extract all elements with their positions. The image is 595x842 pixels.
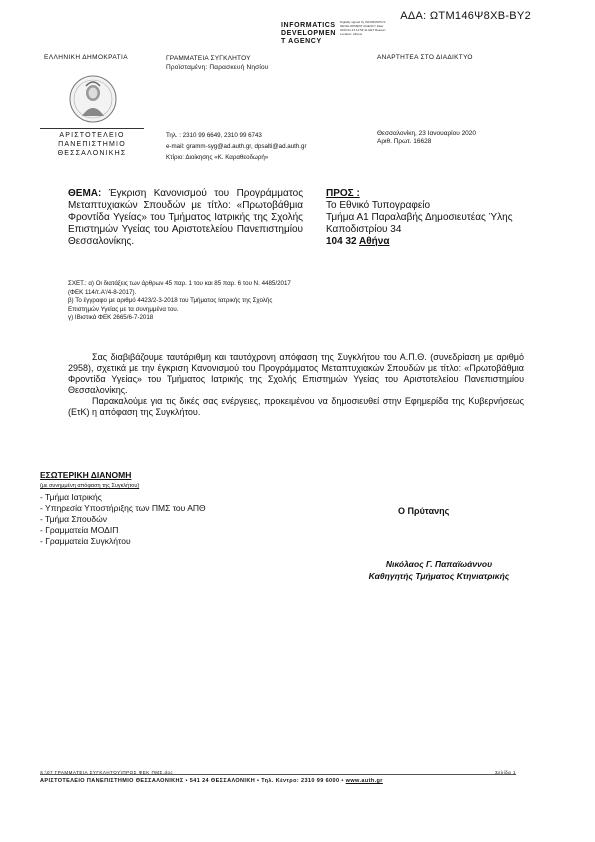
university-line: ΘΕΣΣΑΛΟΝΙΚΗΣ — [57, 150, 127, 157]
reference-item: β) Το έγγραφο με αριθμό 4423/2-3-2018 του Τμήματος Ιατρικής της Σχολής Επιστημών Υγείας με τα συνημμένα του. — [68, 297, 273, 313]
recipient-line: Το Εθνικό Τυπογραφείο — [326, 200, 431, 211]
reference-item: ΣΧΕΤ.: α) Οι διατάξεις των άρθρων 45 παρ. 1 του και 85 παρ. 6 του Ν. 4485/2017 (ΦΕΚ 114/τ.Α'/4-8-2017). — [68, 280, 291, 296]
agency-line: DEVELOPMEN — [281, 30, 337, 37]
letter-body — [68, 352, 524, 418]
body-paragraph: Παρακαλούμε για τις δικές σας ενέργειες, προκειμένου να δημοσιευθεί στην Εφημερίδα της Κυβερνήσεως (ΕτΚ) η απόφαση της Συγκλήτου. — [68, 396, 524, 417]
body-paragraph: Σας διαβιβάζουμε ταυτάριθμη και ταυτόχρονη απόφαση της Συγκλήτου του Α.Π.Θ. (συνεδρίαση με αριθμό 2958), σχετικά με την έγκριση Κανονισμού του Προγράμματος Μεταπτυχιακών Σπουδών με τίτλο: «Πρωτοβάθμια Φροντίδα Υγείας» του Τμήματος Ιατρικής της Σχολής Επιστημών Υγείας του Αριστοτελείου Πανεπιστημίου Θεσσαλονίκης. — [68, 352, 524, 395]
distribution-subtitle: (με συνημμένη απόφαση της Συγκλήτου) — [40, 483, 140, 489]
university-name — [40, 128, 144, 158]
internal-distribution — [40, 470, 206, 547]
recipient-line: Καποδιστρίου 34 — [326, 224, 402, 235]
email: e-mail: gramm-syg@ad.auth.gr, dpsalti@ad.auth.gr — [166, 143, 307, 150]
ada-code: ΑΔΑ: ΩΤΜ146Ψ8ΧΒ-ΒΥ2 — [400, 10, 531, 22]
distribution-item: - Γραμματεία ΜΟΔΙΠ — [40, 525, 119, 535]
department-head: Προϊσταμένη: Παρασκευή Νησίου — [166, 64, 269, 71]
recipient-address — [326, 236, 513, 248]
signature-block — [339, 558, 539, 582]
agency-stamp — [281, 22, 336, 46]
footer-divider — [40, 774, 516, 775]
digital-signature-note: Digitally signed by INFORMATICS DEVELOPMENT AGENCY Date: 2020.01.23 14:53:41 EET Reason: Location: Athens — [340, 20, 387, 36]
country-label: ΕΛΛΗΝΙΚΗ ΔΗΜΟΚΡΑΤΙΑ — [44, 54, 128, 61]
signatory-role: Ο Πρύτανης — [398, 506, 450, 516]
document-date: Θεσσαλονίκη, 23 Ιανουαρίου 2020 — [377, 130, 477, 137]
university-line: ΑΡΙΣΤΟΤΕΛΕΙΟ — [59, 132, 125, 139]
footer-address — [40, 778, 516, 784]
signatory-name: Νικόλαος Γ. Παπαϊωάννου — [385, 559, 493, 569]
footer-page: Σελίδα 1 — [495, 770, 516, 775]
building: Κτίριο: Διοίκησης «Κ. Καραθεοδωρή» — [166, 154, 269, 161]
distribution-title: ΕΣΩΤΕΡΙΚΗ ΔΙΑΝΟΜΗ — [40, 470, 132, 480]
distribution-item: - Τμήμα Ιατρικής — [40, 492, 102, 502]
agency-line: INFORMATICS — [281, 22, 336, 29]
protocol-number: Αριθ. Πρωτ. 16628 — [377, 138, 432, 145]
subject-label: ΘΕΜΑ: — [68, 188, 102, 199]
signatory-title: Καθηγητής Τμήματος Κτηνιατρικής — [368, 571, 510, 581]
department-label: ΓΡΑΜΜΑΤΕΙΑ ΣΥΓΚΛΗΤΟΥ — [166, 55, 251, 62]
references — [68, 280, 303, 323]
contact-block — [166, 130, 307, 163]
distribution-item: - Τμήμα Σπουδών — [40, 514, 107, 524]
recipient — [326, 188, 513, 248]
city: Αθήνα — [359, 236, 390, 247]
footer-path: S:\07 ΓΡΑΜΜΑΤΕΙΑ ΣΥΓΚΛΗΤΟΥ\ΠΡΟΣ ΦΕΚ ΠΜΣ.doc — [40, 770, 174, 775]
recipient-label: ΠΡΟΣ : — [326, 188, 360, 199]
recipient-line: Τμήμα Α1 Παραλαβής Δημοσιευτέας Ύλης — [326, 212, 513, 223]
posting-label: ΑΝΑΡΤΗΤΕΑ ΣΤΟ ΔΙΑΔΙΚΤΥΟ — [377, 54, 473, 61]
department-block — [166, 54, 269, 72]
agency-line: T AGENCY — [281, 38, 322, 45]
phone: Τηλ. : 2310 99 6649, 2310 99 6743 — [166, 132, 262, 139]
distribution-item: - Υπηρεσία Υποστήριξης των ΠΜΣ του ΑΠΘ — [40, 503, 206, 513]
footer-address-text: ΑΡΙΣΤΟΤΕΛΕΙΟ ΠΑΝΕΠΙΣΤΗΜΙΟ ΘΕΣΣΑΛΟΝΙΚΗΣ • 541 24 ΘΕΣΣΑΛΟΝΙΚΗ • Τηλ. Κέντρο: 2310 99 6000 • — [40, 778, 344, 784]
postcode: 104 32 — [326, 236, 357, 247]
university-line: ΠΑΝΕΠΙΣΤΗΜΙΟ — [58, 141, 126, 148]
subject — [68, 188, 303, 248]
date-block — [377, 130, 476, 146]
reference-item: γ) ΙΒιστικά ΦΕΚ 2665/6-7-2018 — [68, 314, 154, 321]
subject-text: Έγκριση Κανονισμού του Προγράμματος Μεταπτυχιακών Σπουδών με τίτλο: «Πρωτοβάθμια Φροντίδα Υγείας» του Τμήματος Ιατρικής της Σχολής Επιστημών Υγείας του Αριστοτελείου Πανεπιστημίου Θεσσαλονίκης. — [68, 188, 304, 247]
university-seal-icon — [68, 74, 118, 124]
footer-url[interactable]: www.auth.gr — [345, 778, 383, 784]
distribution-item: - Γραμματεία Συγκλήτου — [40, 536, 131, 546]
